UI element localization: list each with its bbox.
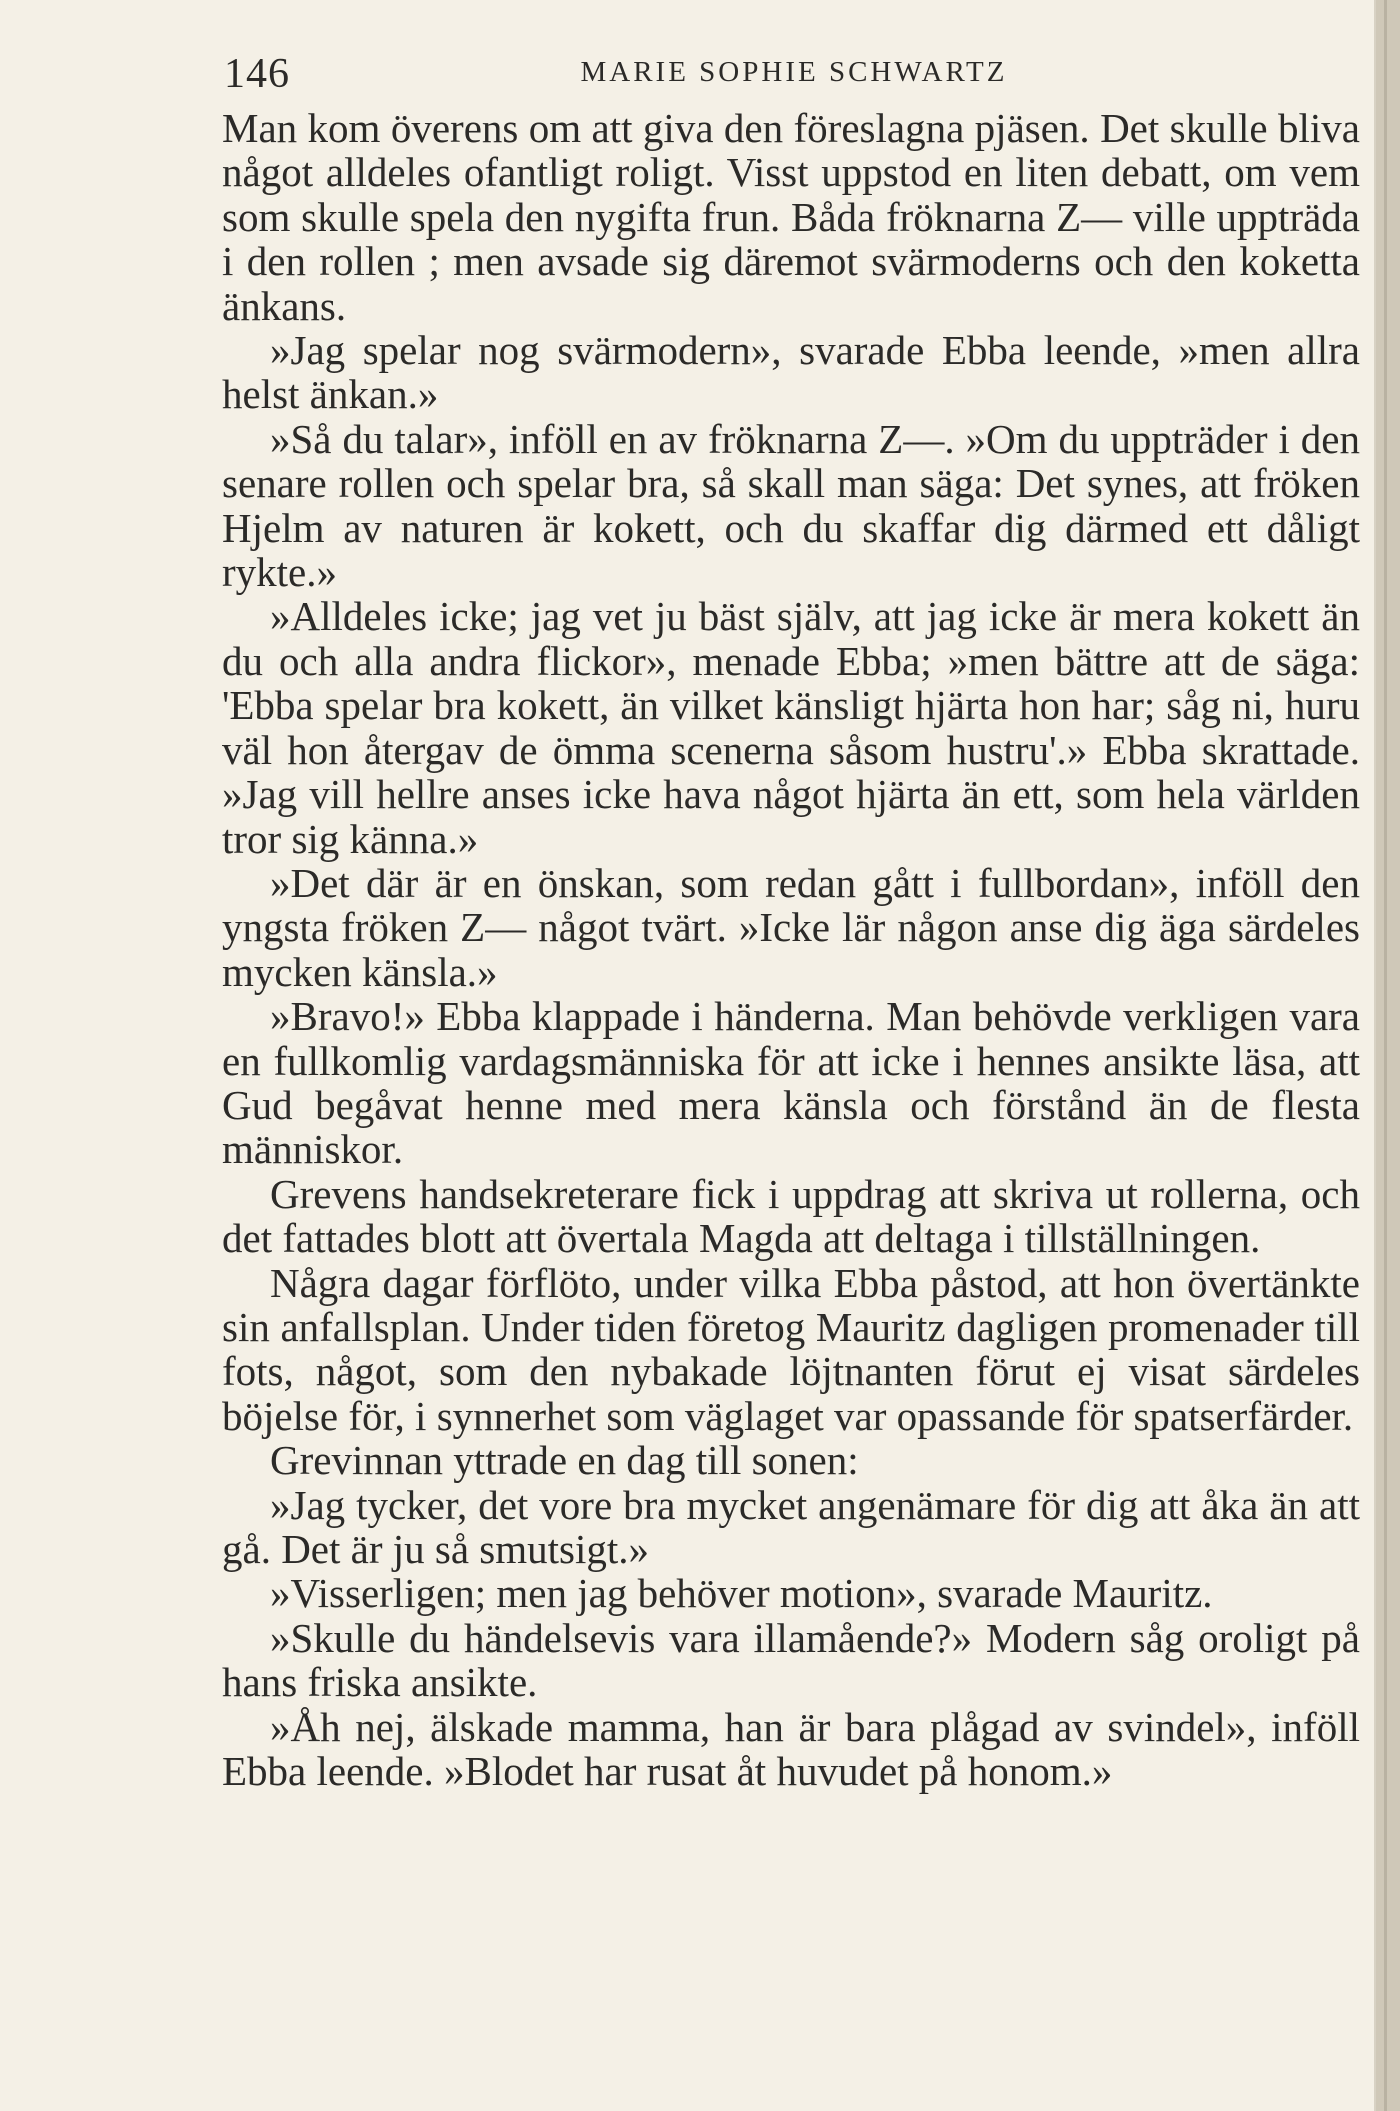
page-number: 146 <box>224 51 290 97</box>
running-head <box>224 44 1364 104</box>
paragraph: Grevinnan yttrade en dag till sonen: <box>270 1437 859 1484</box>
body-text <box>222 106 1360 1793</box>
paragraph: Man kom överens om att giva den föreslagna pjäsen. Det skulle bliva något alldeles ofantligt roligt. Visst uppstod en liten debatt, om vem som skulle spela den nygifta frun. Båda fröknarna Z— ville uppträda i den rollen ; men avsade sig däremot svärmoderns och den koketta änkans. <box>222 105 1360 329</box>
paragraph: »Så du talar», inföll en av fröknarna Z—. »Om du uppträder i den senare rollen och spelar bra, så skall man säga: Det synes, att fröken Hjelm av naturen är kokett, och du skaffar dig därmed ett dåligt rykte.» <box>222 415 1360 596</box>
paragraph: »Bravo!» Ebba klappade i händerna. Man behövde verkligen vara en fullkomlig vardagsmänniska för att icke i hennes ansikte läsa, att Gud begåvat henne med mera känsla och förstånd än de flesta människor. <box>222 993 1360 1173</box>
paragraph: »Åh nej, älskade mamma, han är bara plågad av svindel», inföll Ebba leende. »Blodet har rusat åt huvudet på honom.» <box>222 1703 1360 1795</box>
paragraph: »Visserligen; men jag behöver motion», svarade Mauritz. <box>270 1570 1213 1617</box>
paragraph: »Jag spelar nog svärmodern», svarade Ebba leende, »men allra helst änkan.» <box>222 327 1360 418</box>
page-edge <box>1376 0 1400 2111</box>
paragraph: Grevens handsekreterare fick i uppdrag att skriva ut rollerna, och det fattades blott att övertala Magda att deltaga i tillställningen. <box>222 1170 1360 1262</box>
paragraph: »Skulle du händelsevis vara illamående?» Modern såg oroligt på hans friska ansikte. <box>222 1614 1360 1706</box>
running-title: MARIE SOPHIE SCHWARTZ <box>580 56 1008 88</box>
paragraph: Några dagar förflöto, under vilka Ebba påstod, att hon övertänkte sin anfallsplan. Under tiden företog Mauritz dagligen promenader till fots, något, som den nybakade löjtnanten förut ej visat särdeles böjelse för, i synnerhet som väglaget var opassande för spatserfärder. <box>222 1259 1360 1439</box>
paragraph: »Jag tycker, det vore bra mycket angenämare för dig att åka än att gå. Det är ju så smutsigt.» <box>222 1481 1360 1572</box>
paragraph: »Alldeles icke; jag vet ju bäst själv, att jag icke är mera kokett än du och alla andra flickor», menade Ebba; »men bättre att de säga: 'Ebba spelar bra kokett, än vilket känsligt hjärta hon har; såg ni, huru väl hon återgav de ömma scenerna såsom hustru'.» Ebba skrattade. »Jag vill hellre anses icke hava något hjärta än ett, som hela världen tror sig känna.» <box>222 593 1360 862</box>
page-edge-line <box>1384 0 1387 2111</box>
paragraph: »Det där är en önskan, som redan gått i fullbordan», inföll den yngsta fröken Z— något tvärt. »Icke lär någon anse dig äga särdeles mycken känsla.» <box>222 859 1360 995</box>
